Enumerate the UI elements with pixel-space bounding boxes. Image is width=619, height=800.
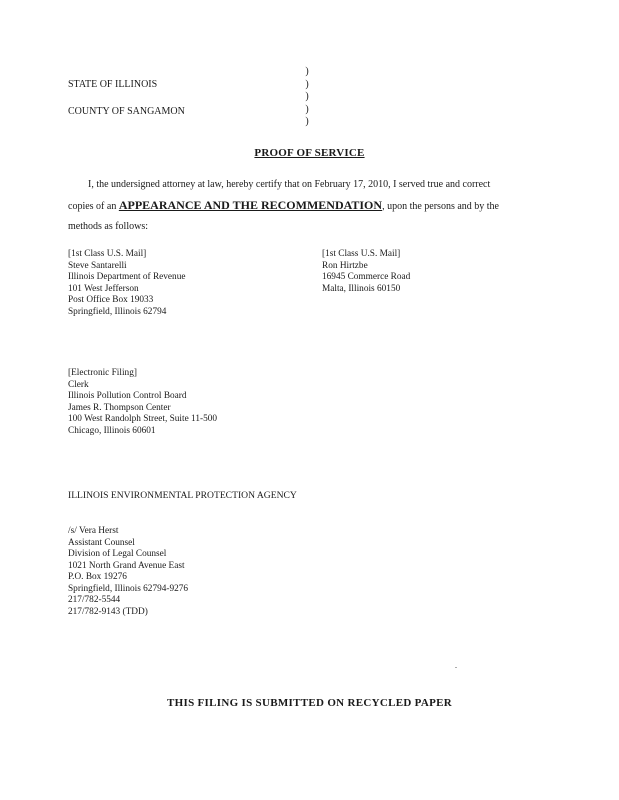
service-method: [Electronic Filing] [68,368,137,378]
bracket-line: ) [305,66,309,77]
bracket-line: ) [305,91,309,102]
bracket-line: ) [305,103,309,115]
signer-city: Springfield, Illinois 62794-9276 [68,583,189,594]
signer-division: Division of Legal Counsel [68,549,167,559]
recipient-box: Post Office Box 19033 [68,295,154,305]
line2-before: copies of an [68,201,119,212]
recipient-street: 101 West Jefferson [68,283,139,294]
document-name-emphasis: APPEARANCE AND THE RECOMMENDATION [118,198,383,212]
signer-name: /s/ Vera Herst [68,526,119,536]
signer-phone: 217/782-5544 [68,595,121,605]
bracket-line: ) [305,116,309,127]
document-title [0,147,619,159]
paragraph-line-1: I, the undersigned attorney at law, hereby certify that on February 17, 2010, I served true and correct [88,179,491,190]
service-address-left [68,249,185,318]
recipient-org: Illinois Pollution Control Board [68,391,187,401]
agency-name: ILLINOIS ENVIRONMENTAL PROTECTION AGENCY [68,490,297,501]
recipient-street: 100 West Randolph Street, Suite 11-500 [68,414,218,424]
state-caption: STATE OF ILLINOIS [68,79,158,90]
recipient-name: Clerk [68,379,89,390]
service-method: [1st Class U.S. Mail] [322,249,401,259]
recipient-name: Ron Hirtzbe [322,260,368,271]
signer-street: 1021 North Grand Avenue East [68,560,185,571]
signer-tdd: 217/782-9143 (TDD) [68,606,148,617]
certification-paragraph [68,175,568,237]
line2-after: , upon the persons and by the [382,201,499,212]
scan-speck: . [455,661,457,670]
recipient-street: 16945 Commerce Road [322,272,411,282]
signer-title: Assistant Counsel [68,537,135,548]
recycled-paper-footer: THIS FILING IS SUBMITTED ON RECYCLED PAPER [167,697,452,709]
caption-bracket [302,66,312,129]
electronic-filing-address [68,368,217,437]
county-caption: COUNTY OF SANGAMON [68,106,185,117]
recipient-city: Malta, Illinois 60150 [322,283,401,294]
paragraph-line-2 [68,195,568,217]
recipient-city: Chicago, Illinois 60601 [68,425,156,436]
recipient-org: Illinois Department of Revenue [68,272,186,282]
service-method: [1st Class U.S. Mail] [68,249,147,259]
service-address-right [322,249,410,295]
recipient-city: Springfield, Illinois 62794 [68,306,167,317]
paragraph-line-3: methods as follows: [68,221,148,232]
signature-block [68,526,188,618]
document-title-text: PROOF OF SERVICE [254,147,365,159]
signer-box: P.O. Box 19276 [68,572,127,582]
recipient-name: Steve Santarelli [68,260,127,271]
bracket-line: ) [305,78,309,90]
recipient-building: James R. Thompson Center [68,402,171,413]
